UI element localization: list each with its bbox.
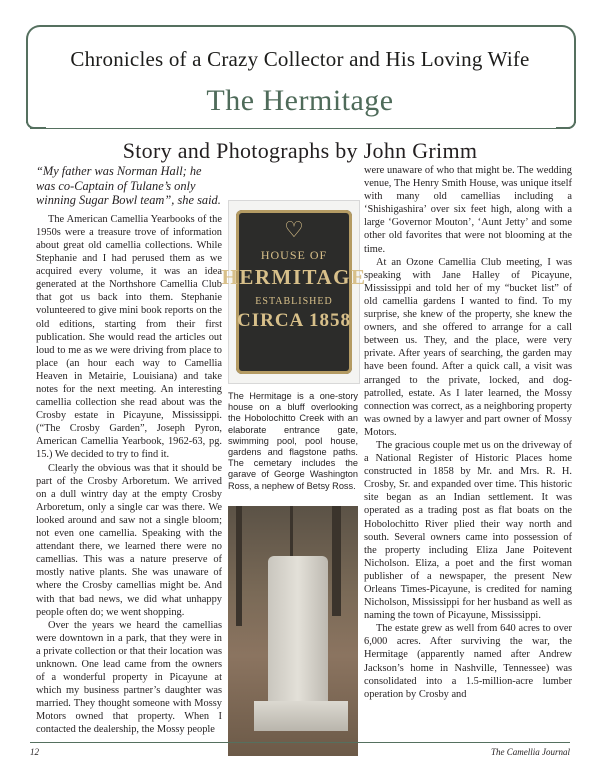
- photo-caption: The Hermitage is a one-story house on a bluff overlooking the Hobolochitto Creek with an elaborate entrance gate, swimming pool, pool house, gardens and flagstone paths. The cemetary includes the garave of George Washington Ross, a nephew of Betsy Ross.: [228, 391, 358, 491]
- divider: [30, 128, 570, 129]
- sign-line: HERMITAGE: [221, 265, 367, 289]
- right-column: [364, 164, 572, 701]
- headstone: [268, 556, 328, 706]
- sign-line: ESTABLISHED: [255, 296, 333, 307]
- left-column: [36, 164, 222, 737]
- paragraph: The American Camellia Yearbooks of the 1950s were a treasure trove of information about great old camellia collections. While Stephanie and I had perused them as we acquired every volume, it was an idea generated at the Northshore Camellia Club that got us back into them. Stephanie volunteered to give mini book reports on the old editions, starting from their first publication. She would read the articles out loud to me as we were driving from place to place (an hour each way to Camellia Heaven in Metairie, Louisiana) and take notes for the next meeting. An interesting camellia collection she read about was the Crosby estate in Picayune, Mississippi. (“The Crosby Garden”, Joseph Pyron, American Camellia Yearbook, 1962-63, pg. 15.) We decided to try to find it.: [36, 213, 222, 461]
- page-number: 12: [30, 747, 39, 757]
- paragraph: Clearly the obvious was that it should be part of the Crosby Arboretum. We arrived on a dull wintry day at the empty Crosby Arboretum, only a single car was there. We looked around and saw not a single bloom; not even one camellia. Speaking with the attendant there, we learned there were no camellias. This was a nature preserve of mostly native plants. She was unaware of where the Crosby camellias might be. And with that bad news, we did what unhappy people often do; we went shopping.: [36, 462, 222, 618]
- heart-emblem-icon: ♡: [284, 217, 304, 242]
- headstone-base: [254, 701, 348, 731]
- paragraph: The gracious couple met us on the driveway of a National Register of Historic Places home constructed in 1858 by Mr. and Mrs. R. H. Crosby, Sr. and expanded over time. This historic site began as an Indian settlement. It was operated as a trading post as flat boats on the Hobolochitto River plied their way north and south. Several owners came into possession of the property including Eliza Jane Poitevent Nicholson. Eliza, a poet and the first woman publisher of a newspaper, the present New Orleans Times-Picayune, is credited for naming Nicholson, Mississippi for her husband as well as naming the town of Picayune, Mississippi.: [364, 439, 572, 622]
- paragraph: The estate grew as well from 640 acres to over 6,000 acres. After surviving the war, the Hermitage (apparently named after Andrew Jackson’s home in Nashville, Tennessee) was consolidated into a 1.5-million-acre lumber operation by Crosby and: [364, 623, 572, 700]
- sign-line: HOUSE OF: [260, 248, 328, 262]
- footer-divider: [30, 742, 570, 743]
- journal-name: The Camellia Journal: [491, 747, 570, 757]
- pull-quote: “My father was Norman Hall; he was co-Captain of Tulane’s only winning Sugar Bowl team”, she said.: [36, 164, 221, 208]
- byline: Story and Photographs by John Grimm: [122, 138, 478, 163]
- series-title: Chronicles of a Crazy Collector and His Loving Wife: [70, 47, 530, 71]
- page-title: The Hermitage: [206, 84, 394, 117]
- sign-plaque: [221, 210, 367, 374]
- hermitage-sign-photo: [221, 200, 367, 384]
- paragraph: Over the years we heard the camellias were downtown in a park, that they were in a private collection or that their location was unknown. One lead came from the owners of a wonderful property in Picayune at which my business partner’s daughter was married. They thought someone with Mossy Motors owned that property. When I contacted the dealership, the Mossy people: [36, 619, 222, 736]
- sign-line: CIRCA 1858: [237, 310, 351, 331]
- center-column: [221, 200, 367, 756]
- grave-photo: [228, 506, 358, 756]
- paragraph: At an Ozone Camellia Club meeting, I was speaking with Jane Halley of Picayune, Mississippi and told her of my “bucket list” of old camellia gardens I wanted to find. To my surprise, she knew of the property, she knew the owners, and she offered to arrange for a call between us. They, and the place, were very private. After years of searching, the garden may have been found. After a quick call, a visit was arranged to the private, locked, and dog-patrolled, estate. As I later learned, the Mossy connection was correct, as a neighboring property was owned by a lawyer and part owner of Mossy Motors.: [364, 256, 572, 438]
- paragraph: were unaware of who that might be. The wedding venue, The Henry Smith House, was unique itself with many old camellias including a ‘Shishigashira’ over six feet high, along with a large ‘Governor Mouton’, ‘Aunt Jetty’ and some other old favorites that were not blooming at the time.: [364, 165, 572, 255]
